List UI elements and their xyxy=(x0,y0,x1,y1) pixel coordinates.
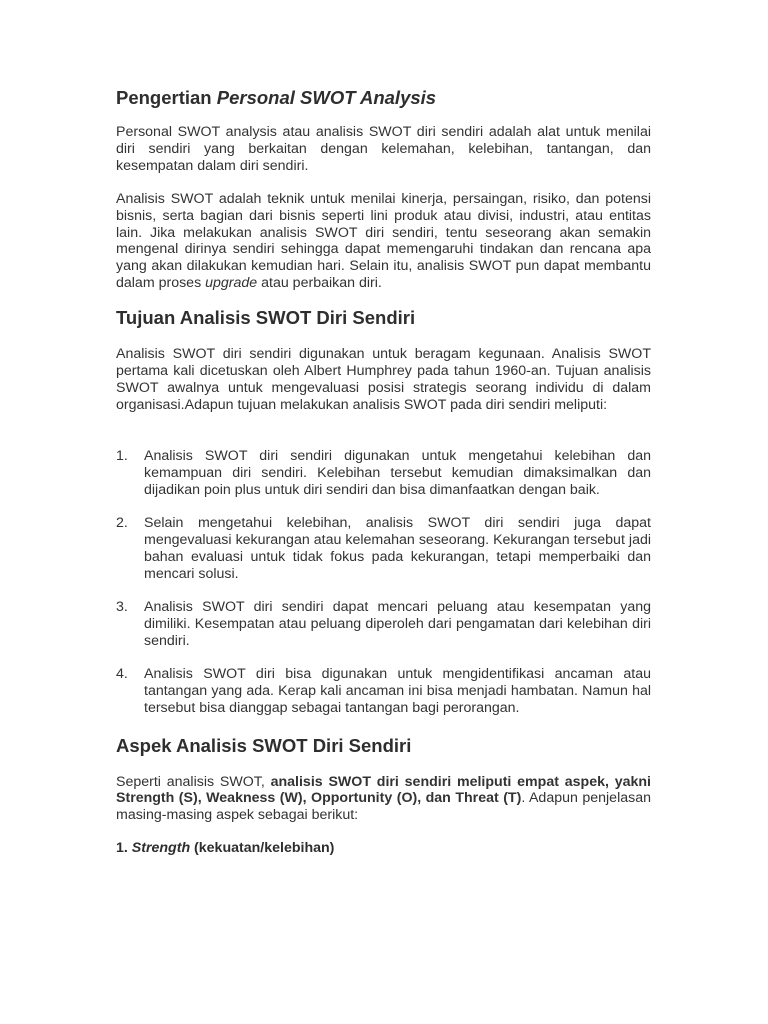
paragraph-aspek xyxy=(116,774,651,825)
paragraph-aspek-bold: analisis SWOT diri sendiri meliputi empat aspek, yakni Strength (S), Weakness (W), Opportunity (O), dan Threat (T) xyxy=(116,773,651,807)
list-item xyxy=(116,599,651,650)
paragraph-definition: Personal SWOT analysis atau analisis SWOT diri sendiri adalah alat untuk menilai diri sendiri yang berkaitan dengan kelemahan, kelebihan, tantangan, dan kesempatan dalam diri sendiri. xyxy=(116,124,651,174)
heading-aspek: Aspek Analisis SWOT Diri Sendiri xyxy=(116,734,412,756)
paragraph-swot-technique-text-b: atau perbaikan diri. xyxy=(257,275,382,292)
list-item xyxy=(116,666,651,717)
list-item-text: Analisis SWOT diri sendiri dapat mencari peluang atau kesempatan yang dimiliki. Kesempatan atau peluang diperoleh dari pengamatan dari kelebihan diri sendiri. xyxy=(144,599,651,649)
paragraph-aspek-text-a: Seperti analisis SWOT, xyxy=(116,773,271,790)
paragraph-swot-technique-text-a: Analisis SWOT adalah teknik untuk menilai kinerja, persaingan, risiko, dan potensi bisnis, serta bagian dari bisnis seperti lini produk atau divisi, industri, atau entitas lain. Jika melakukan analisis SWOT diri sendiri, tentu seseorang akan semakin mengenal dirinya sendiri sehingga dapat memengaruhi tindakan dan rencana apa yang akan dilakukan kemudian hari. Selain itu, analisis SWOT pun dapat membantu dalam proses xyxy=(116,190,651,292)
heading-tujuan: Tujuan Analisis SWOT Diri Sendiri xyxy=(116,307,416,329)
paragraph-swot-technique-italic: upgrade xyxy=(205,275,258,292)
list-item xyxy=(116,515,651,583)
paragraph-swot-technique xyxy=(116,191,651,292)
list-item xyxy=(116,448,651,499)
list-item-text: Analisis SWOT diri sendiri digunakan untuk mengetahui kelebihan dan kemampuan diri sendiri. Kelebihan tersebut kemudian dimaksimalkan dan dijadikan poin plus untuk diri sendiri dan bisa dimanfaatkan dengan baik. xyxy=(144,447,651,498)
subheading-strength-rest: (kekuatan/kelebihan) xyxy=(190,840,335,857)
heading-pengertian xyxy=(116,86,651,110)
tujuan-list xyxy=(116,448,651,717)
subheading-strength-italic: Strength xyxy=(131,840,191,857)
paragraph-aspek-text-b: . Adapun penjelasan masing-masing aspek sebagai berikut: xyxy=(116,790,651,824)
paragraph-tujuan: Analisis SWOT diri sendiri digunakan untuk beragam kegunaan. Analisis SWOT pertama kali dicetuskan oleh Albert Humphrey pada tahun 1960-an. Tujuan analisis SWOT awalnya untuk mengevaluasi posisi strategis seorang individu di dalam organisasi.Adapun tujuan melakukan analisis SWOT pada diri sendiri meliputi: xyxy=(116,346,651,413)
list-item-number: 4. xyxy=(116,666,128,683)
heading-pengertian-italic: Personal SWOT Analysis xyxy=(216,87,437,108)
subheading-strength-number: 1. xyxy=(116,840,132,857)
list-item-number: 3. xyxy=(116,599,128,616)
list-item-text: Selain mengetahui kelebihan, analisis SWOT diri sendiri juga dapat mengevaluasi kekurangan atau kelemahan seseorang. Kekurangan tersebut jadi bahan evaluasi untuk tidak fokus pada kekurangan, tetapi memperbaiki dan mencari solusi. xyxy=(144,515,651,582)
heading-pengertian-plain: Pengertian xyxy=(116,87,217,108)
list-item-number: 2. xyxy=(116,515,128,531)
list-item-number: 1. xyxy=(116,447,128,464)
list-item-text: Analisis SWOT diri bisa digunakan untuk mengidentifikasi ancaman atau tantangan yang ada. Kerap kali ancaman ini bisa menjadi hambatan. Namun hal tersebut bisa dianggap sebagai tantangan bagi perorangan. xyxy=(144,666,651,717)
subheading-strength xyxy=(116,840,651,857)
